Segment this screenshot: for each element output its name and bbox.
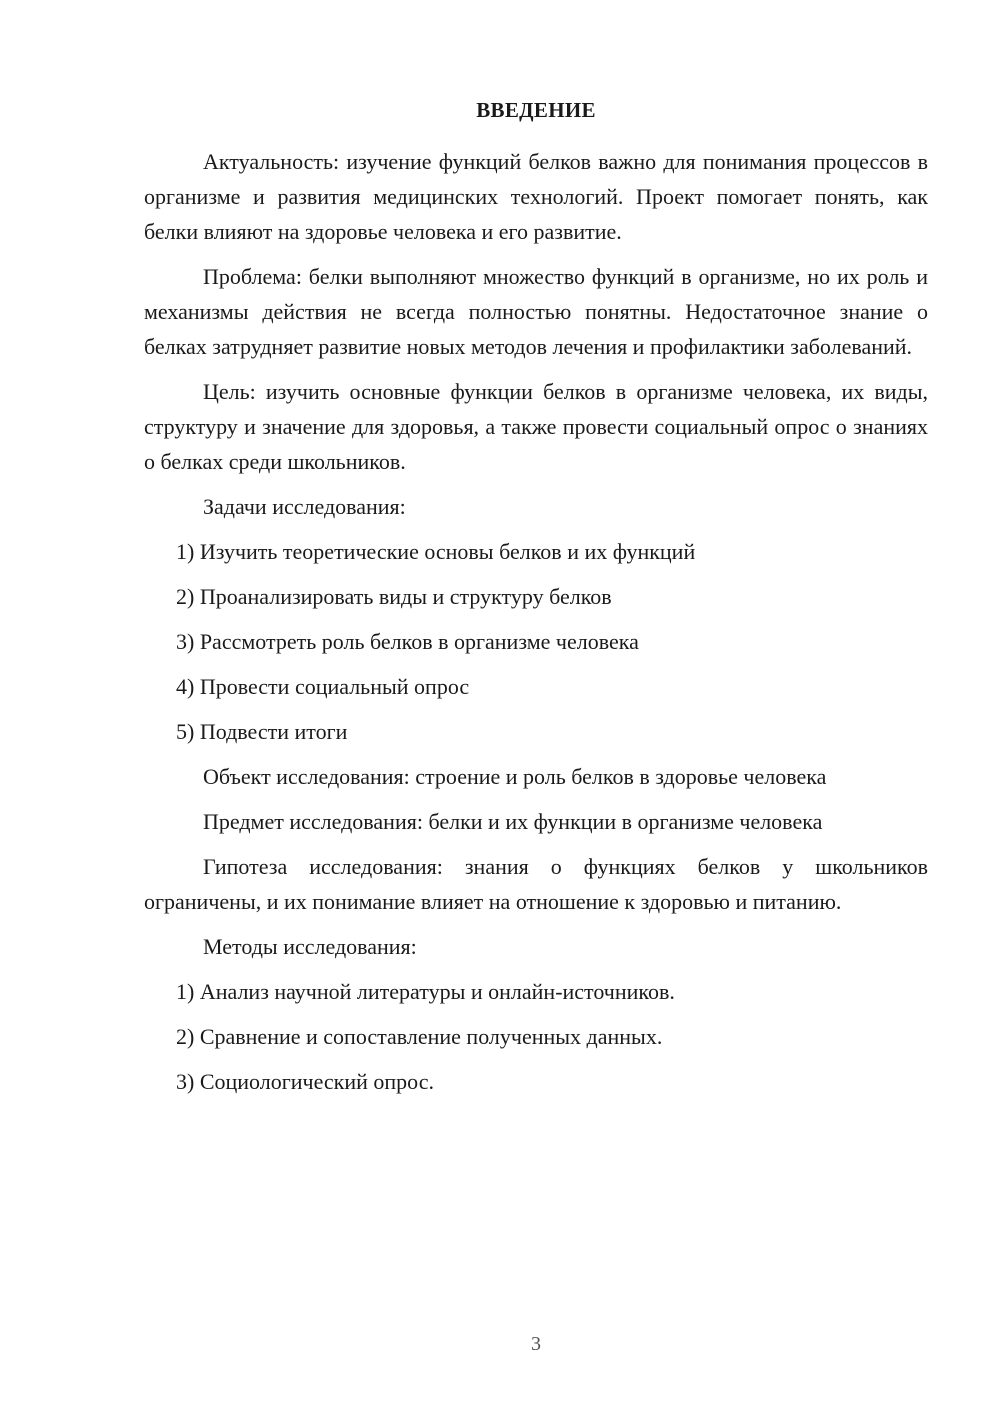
list-item: 1) Анализ научной литературы и онлайн-источников. xyxy=(176,979,675,1004)
list-item: 2) Сравнение и сопоставление полученных данных. xyxy=(176,1024,663,1049)
list-item: 3) Социологический опрос. xyxy=(176,1069,434,1094)
tasks-list xyxy=(144,534,928,749)
object-paragraph: Объект исследования: строение и роль белков в здоровье человека xyxy=(203,764,827,789)
list-item: 2) Проанализировать виды и структуру белков xyxy=(176,584,612,609)
document-body xyxy=(144,144,928,1109)
relevance-paragraph: Актуальность: изучение функций белков важно для понимания процессов в организме и развития медицинских технологий. Проект помогает понять, как белки влияют на здоровье человека и его развитие. xyxy=(144,149,928,244)
list-item: 4) Провести социальный опрос xyxy=(176,674,470,699)
tasks-heading: Задачи исследования: xyxy=(203,494,406,519)
page-number: 3 xyxy=(531,1333,541,1355)
section-title: ВВЕДЕНИЕ xyxy=(476,98,596,122)
subject-paragraph: Предмет исследования: белки и их функции в организме человека xyxy=(203,809,823,834)
methods-heading: Методы исследования: xyxy=(203,934,417,959)
goal-paragraph: Цель: изучить основные функции белков в организме человека, их виды, структуру и значение для здоровья, а также провести социальный опрос о знаниях о белках среди школьников. xyxy=(144,379,928,474)
methods-list xyxy=(144,974,928,1099)
list-item: 3) Рассмотреть роль белков в организме человека xyxy=(176,629,639,654)
problem-paragraph: Проблема: белки выполняют множество функций в организме, но их роль и механизмы действия не всегда полностью понятны. Недостаточное знание о белках затрудняет развитие новых методов лечения и профилактики заболеваний. xyxy=(144,264,928,359)
list-item: 5) Подвести итоги xyxy=(176,719,348,744)
list-item: 1) Изучить теоретические основы белков и их функций xyxy=(176,539,696,564)
hypothesis-paragraph: Гипотеза исследования: знания о функциях белков у школьников ограничены, и их понимание влияет на отношение к здоровью и питанию. xyxy=(144,854,928,914)
